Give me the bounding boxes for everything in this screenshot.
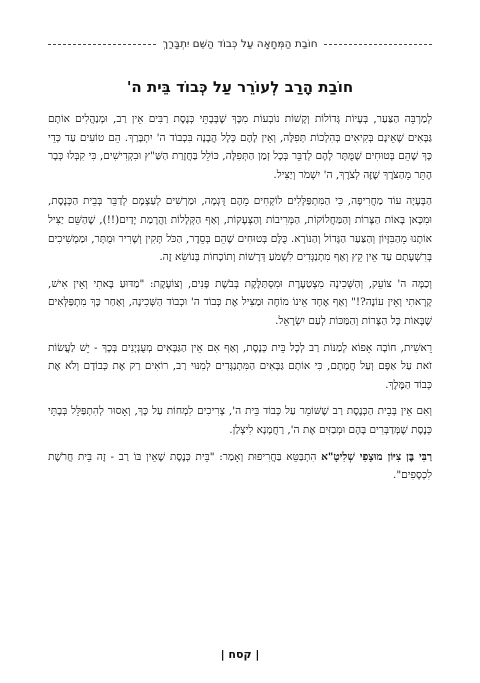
page-number: | קסח | bbox=[220, 648, 260, 661]
paragraph-1: לְמַרְבֵּה הַצַּעַר, בְּעָיוֹת גְּדוֹלוֹת וְקָשׁוֹת נוֹבְעוֹת מִכָּךְ שֶׁבְּבָתֵּי כְּנֶסֶת רַבִּים אֵין רַב, וּמְנַהֲלִים אוֹתָם גַּבָּאִים שֶׁאֵינָם בְּקִיאִים בְּהִלְכוֹת תְּפִלָּה, וְאֵין לָהֶם כְּלָל הֲבָנָה בִּכְבוֹד ה' יִתְבָּרַךְ. הֵם טוֹעִים עַד כְּדֵי כָּךְ שֶׁהֵם בְּטוּחִים שֶׁמֻּתָּר לָהֶם לְדַבֵּר בְּכָל זְמַן הַתְּפִלָּה, כּוֹלֵל בַּחֲזָרַת הַשַּׁ"ץ וּבִקְדִישִׁים, כִּי קִבְּלוּ כְּבָר הֶתֵּר מֵהַצֹּרֶךְ שֶׁזֶּה לְצֹרֶךְ, ה' יִשְׁמֹר וְיַצִּיל. bbox=[48, 113, 432, 181]
body-text bbox=[48, 110, 432, 485]
chapter-title: חוֹבַת הָרַב לְעוֹרֵר עַל כְּבוֹד בֵּית ה' bbox=[126, 78, 354, 96]
paragraph-4: רֵאשִׁית, חוֹבָה אֵפוֹא לְמַנּוֹת רַב לְכָל בֵּית כְּנֶסֶת, וְאַף אִם אֵין הַגַּבָּאִים מְעֻנְיָנִים בְּכָךְ - יֵשׁ לַעֲשׂוֹת זֹאת עַל אַפָּם וְעַל חֲמָתָם, כִּי אוֹתָם גַּבָּאִים הַמִּתְנַגְּדִים לְמִנּוּי רַב, רוֹאִים רַק אֶת כְּבוֹדָם וְלֹא אֶת כְּבוֹד הַמֶּלֶךְ. bbox=[48, 341, 432, 391]
rabbi-name: רַבִּי בֶּן צִיּוֹן מוּצָפִי שְׁלִיטָ"א bbox=[321, 450, 433, 463]
closing-quote: הִתְבַּטֵּא בַּחֲרִיפוּת וְאָמַר: "בֵּית כְּנֶסֶת שֶׁאֵין בּוֹ רַב - זֶה בֵּית חֲרֹשֶׁת לִכְסָפִים". bbox=[48, 450, 432, 482]
paragraph-5: וְאִם אֵין בְּבֵית הַכְּנֶסֶת רַב שֶׁשּׁוֹמֵר עַל כְּבוֹד בֵּית ה', צְרִיכִים לִמְחוֹת עַל כָּךְ, וְאָסוּר לְהִתְפַּלֵּל בְּבָתֵּי כְּנֶסֶת שֶׁמְּדַבְּרִים בָּהֶם וּמְבַזִּים אֶת ה', רַחֲמָנָא לִיצְלַן. bbox=[48, 405, 432, 436]
paragraph-3: וְכַמָּה ה' צוֹעֵק, וְהַשְּׁכִינָה מִצְטַעֶרֶת וּמִסְתַּלֶּקֶת בְּבֹשֶׁת פָּנִים, וְצוֹעֶקֶת: "מַדּוּעַ בָּאתִי וְאֵין אִישׁ, קָרָאתִי וְאֵין עוֹנֶה?!" וְאַף אֶחָד אֵינוֹ מוֹחֶה וּמַצִּיל אֶת כְּבוֹד ה' וּכְבוֹד הַשְּׁכִינָה, וְאַחַר כָּךְ מִתְפַּלְּאִים שֶׁבָּאוֹת כָּל הַצָּרוֹת וְהַמַּכּוֹת לְעַם יִשְׂרָאֵל. bbox=[48, 277, 432, 327]
closing-paragraph bbox=[48, 448, 432, 485]
running-header-title: חוֹבַת הַמְּחָאָה עַל כְּבוֹד הַשֵּׁם יִתְבָּרַךְ bbox=[162, 38, 318, 50]
header-rule-left bbox=[48, 44, 156, 45]
running-header bbox=[48, 34, 432, 54]
header-rule-right bbox=[324, 44, 432, 45]
paragraph-2: הַבְּעָיָה עוֹד מַחֲרִיפָה, כִּי הַמִּתְפַּלְּלִים לוֹקְחִים מֵהֶם דֻּגְמָה, וּמַרְשִׁים לְעַצְמָם לְדַבֵּר בְּבֵית הַכְּנֶסֶת, וּמִכָּאן בָּאוֹת הַצָּרוֹת וְהַמַּחֲלוֹקוֹת, הַמְּרִיבוֹת וְהַצְּעָקוֹת, וְאַף הַקְּלָלוֹת וַהֲרָמַת יָדַיִם(!!), שֶׁהַשֵּׁם יַצִּיל אוֹתָנוּ מֵהַבִּזָּיוֹן וְהַצַּעַר הַגָּדוֹל וְהַנּוֹרָא. כֻּלָּם בְּטוּחִים שֶׁהֵם בְּסֵדֶר, הַכֹּל תָּקִין וְשָׁרִיר וּמֻתָּר, וּמַמְשִׁיכִים בְּרִשְׁעָתָם עַד אֵין קֵץ וְאַף מִתְנַגְּדִים לִשְׁמֹעַ דְּרָשׁוֹת וְתוֹכָחוֹת בְּנוֹשֵׂא זֶה. bbox=[48, 195, 432, 264]
